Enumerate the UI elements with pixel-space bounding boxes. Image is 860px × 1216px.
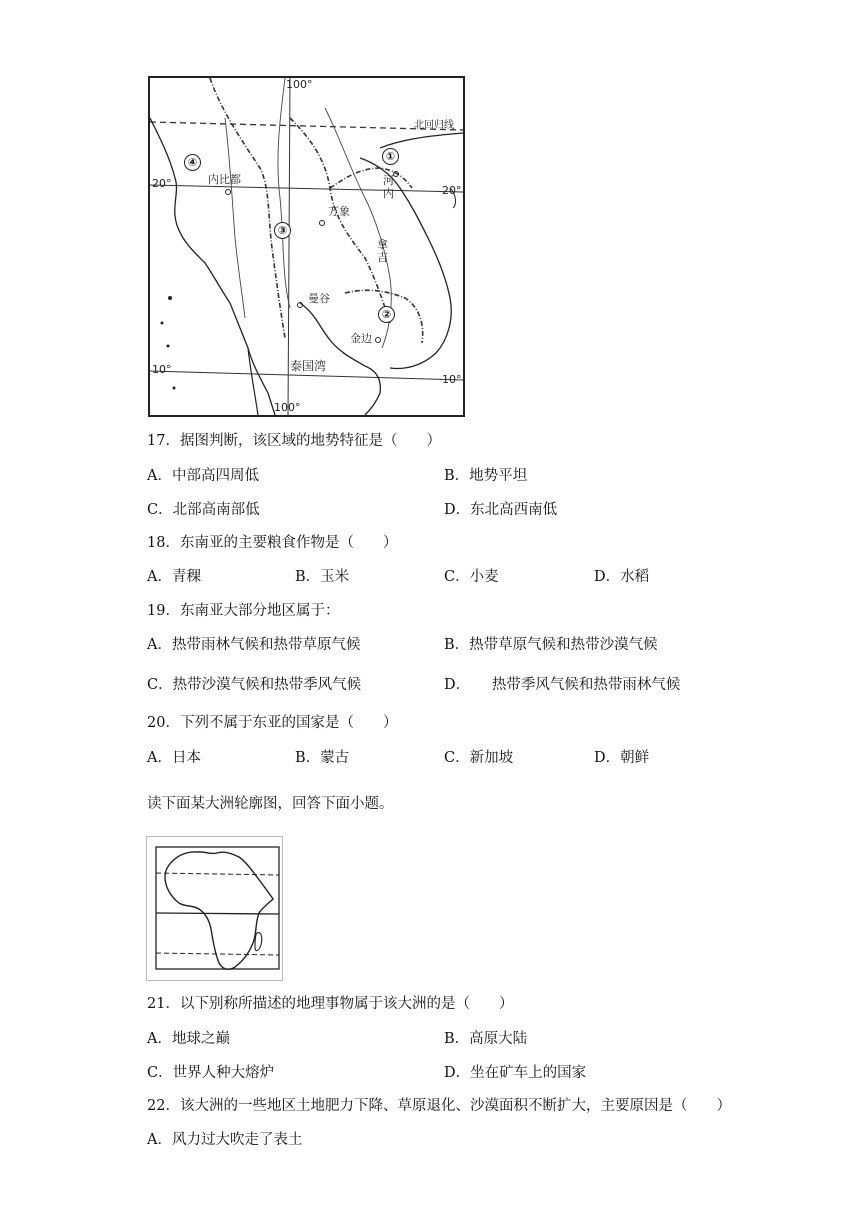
city-hanoi: 河内 bbox=[383, 174, 394, 200]
q20-option-c[interactable]: C．新加坡 bbox=[444, 750, 514, 766]
gulf-label: 泰国湾 bbox=[290, 359, 327, 373]
tropic-north bbox=[156, 873, 279, 875]
city-kengrat: 拿吉 bbox=[377, 238, 388, 264]
tropic-south bbox=[156, 953, 279, 955]
q21-option-c[interactable]: C．世界人种大熔炉 bbox=[147, 1065, 275, 1081]
q17-option-d[interactable]: D．东北高西南低 bbox=[444, 502, 558, 518]
lon-label-bottom: 100° bbox=[274, 401, 301, 414]
question-20-stem: 20．下列不属于东亚的国家是（ ） bbox=[147, 715, 398, 731]
border-myanmar-thailand bbox=[210, 78, 285, 338]
q19-option-b[interactable]: B．热带草原气候和热带沙漠气候 bbox=[444, 637, 658, 653]
city-phnom-penh: 金边 bbox=[350, 332, 372, 345]
question-21-stem: 21．以下别称所描述的地理事物属于该大洲的是（ ） bbox=[147, 996, 514, 1012]
dot-vientiane bbox=[320, 221, 325, 226]
q17-option-b[interactable]: B．地势平坦 bbox=[444, 468, 528, 484]
q17-option-a[interactable]: A．中部高四周低 bbox=[147, 468, 259, 484]
question-18-stem: 18．东南亚的主要粮食作物是（ ） bbox=[147, 535, 398, 551]
lat-20-right: 20° bbox=[442, 184, 462, 197]
question-19-stem: 19．东南亚大部分地区属于： bbox=[147, 603, 340, 619]
marker-3: ③ bbox=[274, 222, 291, 239]
q21-option-a[interactable]: A．地球之巅 bbox=[147, 1031, 230, 1047]
q19-option-d[interactable]: D． 热带季风气候和热带雨林气候 bbox=[444, 677, 681, 693]
dot-phnom-penh bbox=[376, 338, 381, 343]
lon-label-top: 100° bbox=[286, 78, 313, 91]
q18-option-c[interactable]: C．小麦 bbox=[444, 569, 499, 585]
marker-1: ① bbox=[382, 148, 399, 165]
q21-option-d[interactable]: D．坐在矿车上的国家 bbox=[444, 1065, 587, 1081]
q21-option-b[interactable]: B．高原大陆 bbox=[444, 1031, 528, 1047]
marker-4: ④ bbox=[184, 154, 201, 171]
q19-option-c[interactable]: C．热带沙漠气候和热带季风气候 bbox=[147, 677, 362, 693]
grid-frame bbox=[156, 847, 279, 969]
q20-option-d[interactable]: D．朝鲜 bbox=[594, 750, 650, 766]
q18-option-b[interactable]: B．玉米 bbox=[295, 569, 350, 585]
river-salween bbox=[225, 118, 245, 318]
q22-option-a[interactable]: A．风力过大吹走了表土 bbox=[147, 1132, 303, 1148]
madagascar-outline bbox=[255, 933, 262, 951]
indochina-map bbox=[148, 76, 465, 417]
question-22-stem: 22．该大洲的一些地区土地肥力下降、草原退化、沙漠面积不断扩大，主要原因是（ ） bbox=[147, 1098, 731, 1114]
q17-option-c[interactable]: C．北部高南部低 bbox=[147, 502, 260, 518]
q20-option-b[interactable]: B．蒙古 bbox=[295, 750, 350, 766]
equator bbox=[156, 913, 279, 914]
parallel-20 bbox=[150, 185, 463, 192]
africa-outline bbox=[165, 852, 273, 970]
lat-10-right: 10° bbox=[442, 373, 462, 386]
q18-option-d[interactable]: D．水稻 bbox=[594, 569, 650, 585]
tropic-label: 北回归线 bbox=[414, 120, 454, 131]
lat-20-left: 20° bbox=[152, 177, 172, 190]
section-intro: 读下面某大洲轮廓图，回答下面小题。 bbox=[147, 796, 394, 812]
river-chao-phraya bbox=[278, 78, 290, 308]
city-bangkok: 曼谷 bbox=[308, 292, 330, 305]
africa-outline-graphic bbox=[147, 837, 282, 980]
lat-10-left: 10° bbox=[152, 363, 172, 376]
q18-option-a[interactable]: A．青稞 bbox=[147, 569, 201, 585]
dot-naypyidaw bbox=[226, 190, 231, 195]
question-17-stem: 17．据图判断，该区域的地势特征是（ ） bbox=[147, 433, 441, 449]
marker-2: ② bbox=[378, 306, 395, 323]
q20-option-a[interactable]: A．日本 bbox=[147, 750, 201, 766]
africa-outline-map bbox=[146, 836, 283, 981]
q19-option-a[interactable]: A．热带雨林气候和热带草原气候 bbox=[147, 637, 361, 653]
city-vientiane: 万象 bbox=[328, 205, 350, 218]
city-naypyidaw: 内比都 bbox=[208, 173, 241, 186]
